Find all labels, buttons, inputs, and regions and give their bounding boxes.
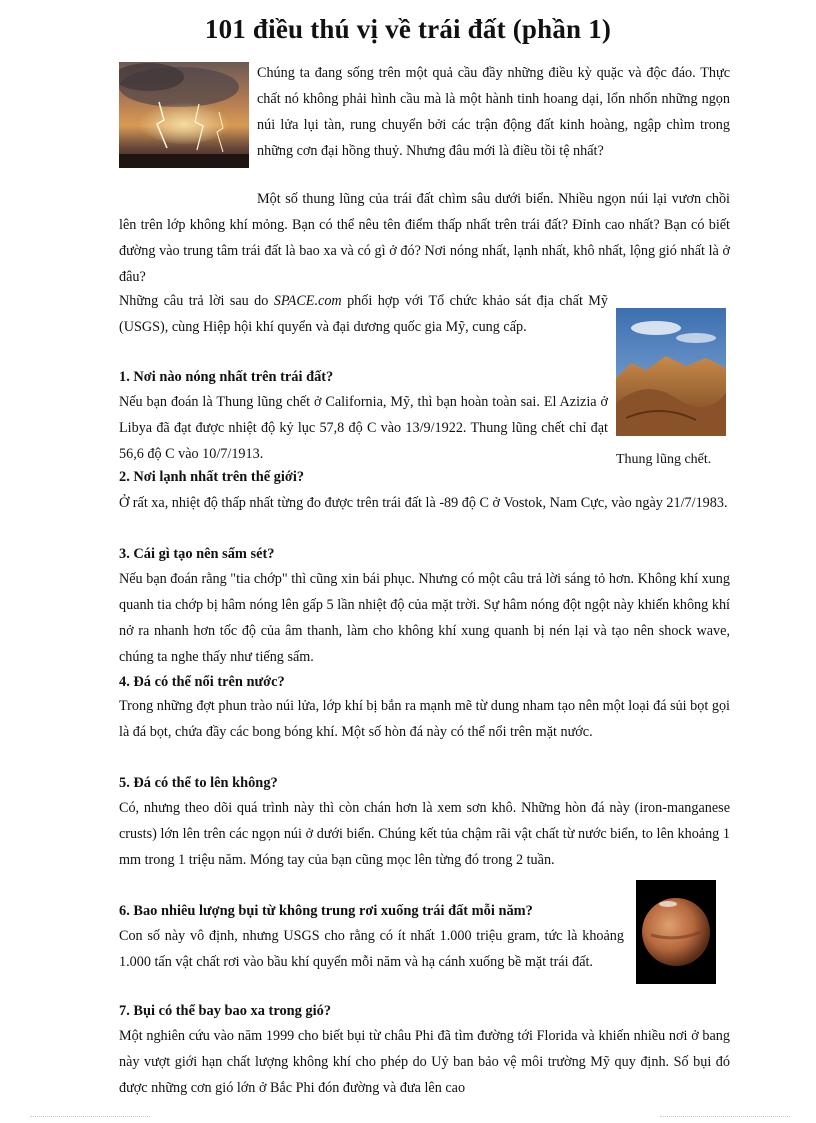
section-1-heading: 1. Nơi nào nóng nhất trên trái đất?	[119, 369, 334, 385]
section-1-body: Nếu bạn đoán là Thung lũng chết ở California, Mỹ, thì bạn hoàn toàn sai. El Azizia ở Libya đã đạt được nhiệt độ kỷ lục 57,8 độ C vào 13/9/1922. Thung lũng chết chỉ đạt 56,6 độ C vào 10/7/1913.	[119, 394, 608, 462]
section-2-heading: 2. Nơi lạnh nhất trên thế giới?	[119, 469, 305, 485]
intro-paragraph-1: Chúng ta đang sống trên một quả cầu đầy những điều kỳ quặc và độc đáo. Thực chất nó không phải hình cầu mà là một hành tinh hoang dại, lổn nhổn những ngọn núi lửa lụi tàn, rung chuyển bởi các trận động đất kinh hoàng, ngập chìm trong những cơn đại hồng thuỷ. Nhưng đâu mới là điều tồi tệ nhất?	[257, 65, 730, 159]
section-2-body: Ở rất xa, nhiệt độ thấp nhất từng đo được trên trái đất là -89 độ C ở Vostok, Nam Cực, vào ngày 21/7/1983.	[119, 495, 728, 511]
section-4-body: Trong những đợt phun trào núi lửa, lớp khí bị bắn ra mạnh mẽ từ dung nham tạo nên một loại đá sủi bọt gọi là đá bọt, chứa đầy các bong bóng khí. Một số hòn đá này có thể nổi trên mặt nước.	[119, 698, 730, 740]
lightning-storm-image	[119, 62, 249, 168]
section-5-body: Có, nhưng theo dõi quá trình này thì còn chán hơn là xem sơn khô. Những hòn đá này (iron-manganese crusts) lớn lên trên các ngọn núi ở dưới biển. Chúng kết tủa chậm rãi vật chất từ nước biển, to lên khoảng 1 mm trong 1 triệu năm. Móng tay của bạn cũng mọc lên từng đó trong 2 tuần.	[119, 800, 730, 868]
death-valley-image	[616, 308, 726, 436]
death-valley-caption: Thung lũng chết.	[616, 452, 712, 467]
section-7-body: Một nghiên cứu vào năm 1999 cho biết bụi từ châu Phi đã tìm đường tới Florida và khiến nhiều nơi ở bang này vượt giới hạn chất lượng không khí cho phép do Uỷ ban bảo vệ môi trường Mỹ quy định. Số bụi đó được những cơn gió lớn ở Bắc Phi đón đường và đưa lên cao	[119, 1028, 730, 1096]
intro-text-before: Những câu trả lời sau do	[119, 293, 274, 309]
page-footer-divider-right	[660, 1116, 790, 1118]
intro-text-after: phối hợp với Tổ chức khảo sát địa chất Mỹ (USGS), cùng Hiệp hội khí quyển và đại dương quốc gia Mỹ, cung cấp.	[119, 293, 608, 335]
section-6-heading: 6. Bao nhiêu lượng bụi từ không trung rơi xuống trái đất mỗi năm?	[119, 903, 533, 919]
section-6-body: Con số này vô định, nhưng USGS cho rằng có ít nhất 1.000 triệu gram, tức là khoảng 1.000 tấn vật chất rơi vào bầu khí quyển mỗi năm và hạ cánh xuống bề mặt trái đất.	[119, 928, 624, 970]
mars-image	[636, 880, 716, 984]
section-7-heading: 7. Bụi có thể bay bao xa trong gió?	[119, 1003, 332, 1019]
section-3-body: Nếu bạn đoán rằng "tia chớp" thì cũng xin bái phục. Nhưng có một câu trả lời sáng tỏ hơn. Không khí xung quanh tia chớp bị hâm nóng lên gấp 5 lần nhiệt độ của mặt trời. Sự hâm nóng đột ngột này khiến không khí nở ra nhanh hơn tốc độ của âm thanh, làm cho không khí xung quanh bị nén lại và tạo nên shock wave, chúng ta nghe thấy như tiếng sấm.	[119, 571, 730, 665]
section-4-heading: 4. Đá có thể nổi trên nước?	[119, 674, 285, 690]
document-title: 101 điều thú vị về trái đất (phần 1)	[204, 14, 612, 44]
section-3-heading: 3. Cái gì tạo nên sấm sét?	[119, 546, 275, 562]
page-footer-divider-left	[30, 1116, 150, 1118]
source-name: SPACE.com	[273, 293, 342, 309]
intro-paragraph-2: Một số thung lũng của trái đất chìm sâu dưới biển. Nhiều ngọn núi lại vươn chồi lên trên lớp không khí mỏng. Bạn có thể nêu tên điểm thấp nhất trên trái đất? Đỉnh cao nhất? Bạn có biết đường vào trung tâm trái đất là bao xa và có gì ở đó? Nơi nóng nhất, lạnh nhất, khô nhất, lộng gió nhất là ở đâu?	[119, 191, 730, 285]
intro-paragraph-3	[119, 288, 608, 340]
section-5-heading: 5. Đá có thể to lên không?	[119, 775, 278, 791]
